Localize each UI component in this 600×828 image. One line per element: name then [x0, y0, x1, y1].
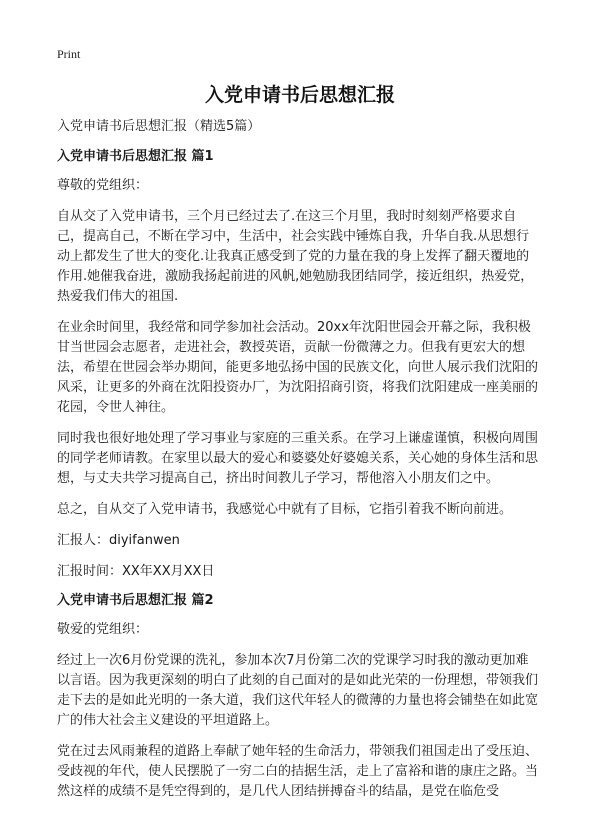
- salutation-1: 尊敬的党组织：: [57, 178, 149, 193]
- section-heading-1: 入党申请书后思想汇报 篇1: [57, 149, 214, 164]
- section-heading-2: 入党申请书后思想汇报 篇2: [57, 593, 214, 608]
- salutation-2: 敬爱的党组织：: [57, 622, 149, 637]
- report-time-line: 汇报时间：XX年XX月XX日: [57, 564, 215, 579]
- document-title: 入党申请书后思想汇报: [204, 84, 395, 106]
- paragraph: 同时我也很好地处理了学习事业与家庭的三重关系。在学习上谦虚谨慎，积极向周围的同学老师请教。在家里以最大的爱心和婆婆处好婆媳关系，关心她的身体生活和思想，与丈夫共学习提高自己，挤出时间教儿子学习，帮他溶入小朋友们之中。: [57, 431, 539, 486]
- document-body: [57, 117, 541, 802]
- paragraph: 在业余时间里，我经常和同学参加社会活动。20xx年沈阳世园会开幕之际，我积极甘当世园会志愿者，走进社会，教授英语，贡献一份微薄之力。但我有更宏大的想法，希望在世园会举办期间，能更多地弘扬中国的民族文化，向世人展示我们沈阳的风采，让更多的外商在沈阳投资办厂，为沈阳招商引资，将我们沈阳建成一座美丽的花园，令世人神往。: [57, 320, 539, 415]
- document-subtitle: 入党申请书后思想汇报（精选5篇）: [57, 119, 261, 134]
- paragraph: 总之，自从交了入党申请书，我感觉心中就有了目标，它指引着我不断向前进。: [57, 502, 513, 517]
- reporter-line: 汇报人：diyifanwen: [57, 533, 180, 548]
- paragraph: 自从交了入党申请书，三个月已经过去了.在这三个月里，我时时刻刻严格要求自己，提高自己，不断在学习中，生活中，社会实践中锤炼自我，升华自我.从思想行动上都发生了世大的变化.让我真正感受到了党的力量在我的身上发挥了翻天覆地的作用.她催我奋进，激励我扬起前进的风帆,她勉励我团结同学，接近组织，热爱党，热爱我们伟大的祖国.: [57, 209, 534, 304]
- paragraph: 党在过去风雨兼程的道路上奉献了她年轻的生命活力，带领我们祖国走出了受压迫、受歧视的年代，使人民摆脱了一穷二白的拮据生活，走上了富裕和谐的康庄之路。当然这样的成绩不是凭空得到的，是几代人团结拼搏奋斗的结晶，是党在临危受: [57, 744, 539, 799]
- print-label[interactable]: Print: [57, 47, 81, 61]
- paragraph: 经过上一次6月份党课的洗礼，参加本次7月份第二次的党课学习时我的激动更加难以言语。因为我更深刻的明白了此刻的自己面对的是如此光荣的一份理想，带领我们走下去的是如此光明的一条大道，我们这代年轻人的微薄的力量也将会铺垫在如此宽广的伟大社会主义建设的平坦道路上。: [57, 653, 539, 728]
